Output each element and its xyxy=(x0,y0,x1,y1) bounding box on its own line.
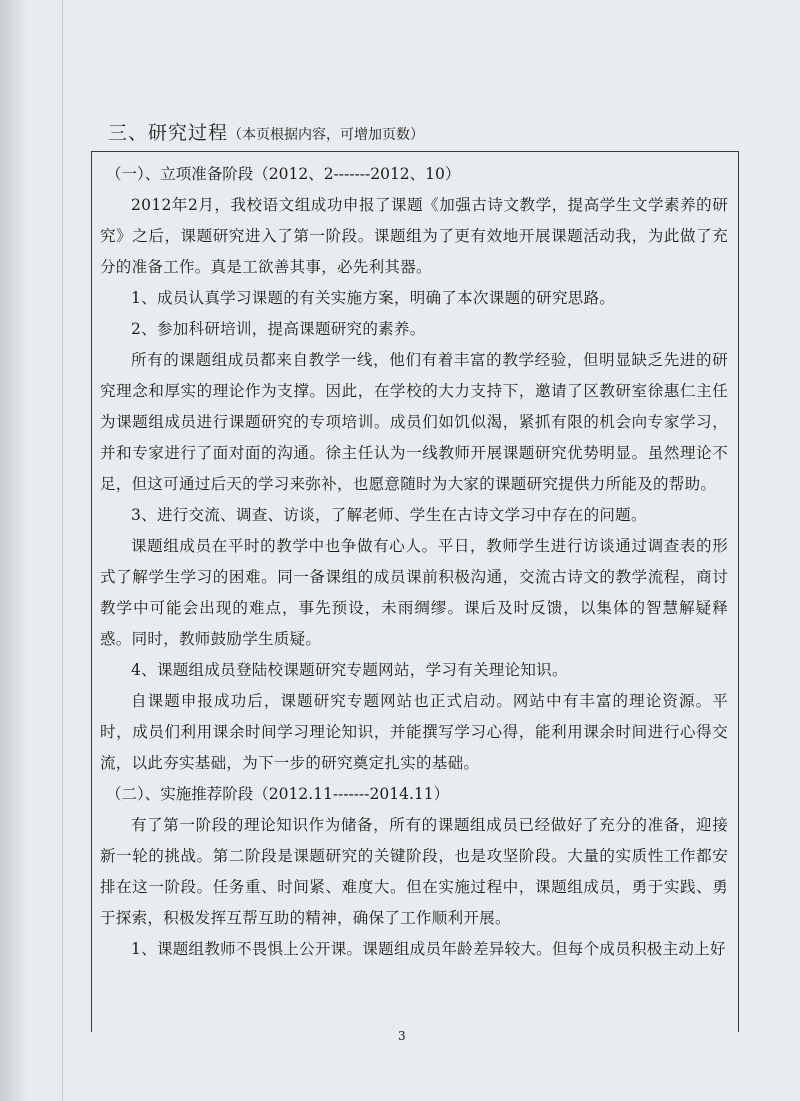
stage2-paragraph: 有了第一阶段的理论知识作为储备，所有的课题组成员已经做好了充分的准备，迎接新一轮的挑战。第二阶段是课题研究的关键阶段，也是攻坚阶段。大量的实质性工作都安排在这一阶段。任务重、时间紧、难度大。但在实施过程中，课题组成员，勇于实践、勇于探索，积极发挥互帮互助的精神，确保了工作顺利开展。 xyxy=(100,816,728,927)
stage1-paragraph: 自课题申报成功后，课题研究专题网站也正式启动。网站中有丰富的理论资源。平时，成员们利用课余时间学习理论知识，并能撰写学习心得，能利用课余时间进行心得交流，以此夯实基础，为下一步的研究奠定扎实的基础。 xyxy=(100,692,728,772)
stage2-paragraph: 1、课题组教师不畏惧上公开课。课题组成员年龄差异较大。但每个成员积极主动上好 xyxy=(131,940,726,958)
page-number: 3 xyxy=(398,1029,406,1043)
stage1-paragraph: 4、课题组成员登陆校课题研究专题网站，学习有关理论知识。 xyxy=(131,661,568,679)
scan-binding-edge xyxy=(62,0,63,1101)
stage1-paragraph: 2012年2月，我校语文组成功申报了课题《加强古诗文教学，提高学生文学素养的研究》之后，课题研究进入了第一阶段。课题组为了更有效地开展课题活动我，为此做了充分的准备工作。真是工欲善其事，必先利其器。 xyxy=(100,196,728,276)
stage2-title: （二）、实施推荐阶段（2012.11-------2014.11） xyxy=(106,785,450,803)
section-heading xyxy=(108,118,424,145)
stage1-paragraph: 课题组成员在平时的教学中也争做有心人。平日，教师学生进行访谈通过调查表的形式了解学生学习的困难。同一备课组的成员课前积极沟通，交流古诗文的教学流程，商讨教学中可能会出现的难点，事先预设，未雨绸缪。课后及时反馈，以集体的智慧解疑释惑。同时，教师鼓励学生质疑。 xyxy=(100,537,728,648)
stage1-paragraph: 所有的课题组成员都来自教学一线，他们有着丰富的教学经验，但明显缺乏先进的研究理念和厚实的理论作为支撑。因此，在学校的大力支持下，邀请了区教研室徐惠仁主任为课题组成员进行课题研究的专项培训。成员们如饥似渴，紧抓有限的机会向专家学习，并和专家进行了面对面的沟通。徐主任认为一线教师开展课题研究优势明显。虽然理论不足，但这可通过后天的学习来弥补，也愿意随时为大家的课题研究提供力所能及的帮助。 xyxy=(100,351,728,493)
stage1-title: （一）、立项准备阶段（2012、2-------2012、10） xyxy=(106,165,461,183)
content-box xyxy=(91,151,739,1032)
stage1-paragraph: 3、进行交流、调查、访谈，了解老师、学生在古诗文学习中存在的问题。 xyxy=(131,506,647,524)
stage1-paragraph: 1、成员认真学习课题的有关实施方案，明确了本次课题的研究思路。 xyxy=(131,289,616,307)
scan-shadow xyxy=(0,0,28,1101)
section-note: （本页根据内容，可增加页数） xyxy=(228,127,425,143)
section-title: 三、研究过程 xyxy=(108,122,229,144)
content-body xyxy=(92,152,738,965)
stage1-paragraph: 2、参加科研培训，提高课题研究的素养。 xyxy=(131,320,426,338)
